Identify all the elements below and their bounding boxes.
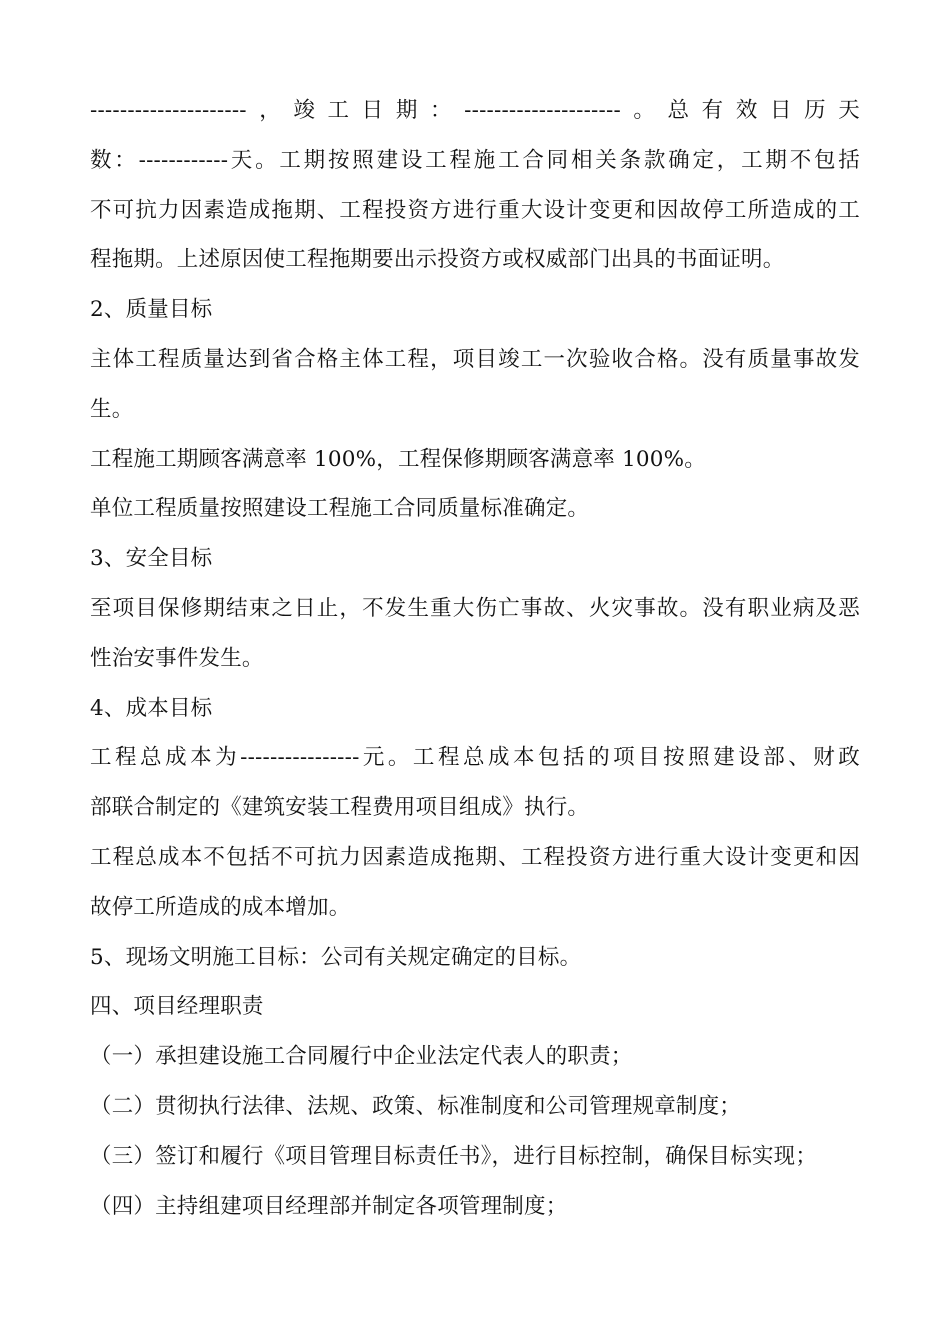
chapter-heading: 四、项目经理职责 [90, 994, 264, 1020]
paragraph-line: 不可抗力因素造成拖期、工程投资方进行重大设计变更和因故停工所造成的工 [90, 197, 860, 223]
paragraph-line: 至项目保修期结束之日止，不发生重大伤亡事故、火灾事故。没有职业病及恶 [90, 595, 860, 621]
document-body [90, 86, 860, 1231]
section-heading: 4、成本目标 [90, 695, 213, 721]
paragraph-line: 工程总成本为----------------元。工程总成本包括的项目按照建设部、财政 [90, 745, 860, 771]
paragraph-line: 单位工程质量按照建设工程施工合同质量标准确定。 [90, 496, 590, 522]
paragraph-line: 工程总成本不包括不可抗力因素造成拖期、工程投资方进行重大设计变更和因 [90, 844, 860, 870]
section-heading: 2、质量目标 [90, 297, 213, 323]
paragraph-line: ---------------------，竣工日期：---------------------。总有效日历天 [90, 98, 860, 123]
paragraph-line: 工程施工期顾客满意率 100%，工程保修期顾客满意率 100%。 [90, 446, 707, 472]
paragraph-line: 故停工所造成的成本增加。 [90, 894, 351, 920]
list-item: （一）承担建设施工合同履行中企业法定代表人的职责； [90, 1044, 633, 1070]
paragraph-line: 程拖期。上述原因使工程拖期要出示投资方或权威部门出具的书面证明。 [90, 247, 785, 273]
section-heading: 3、安全目标 [90, 546, 213, 572]
paragraph-line: 数：------------天。工期按照建设工程施工合同相关条款确定，工期不包括 [90, 147, 860, 173]
paragraph-line: 主体工程质量达到省合格主体工程，项目竣工一次验收合格。没有质量事故发 [90, 346, 860, 372]
list-item: （二）贯彻执行法律、法规、政策、标准制度和公司管理规章制度； [90, 1093, 742, 1119]
section-heading: 5、现场文明施工目标：公司有关规定确定的目标。 [90, 944, 582, 970]
list-item: （三）签订和履行《项目管理目标责任书》，进行目标控制，确保目标实现； [90, 1143, 818, 1169]
paragraph-line: 部联合制定的《建筑安装工程费用项目组成》执行。 [90, 795, 590, 821]
list-item: （四）主持组建项目经理部并制定各项管理制度； [90, 1193, 568, 1219]
paragraph-line: 性治安事件发生。 [90, 645, 264, 671]
paragraph-line: 生。 [90, 396, 134, 422]
